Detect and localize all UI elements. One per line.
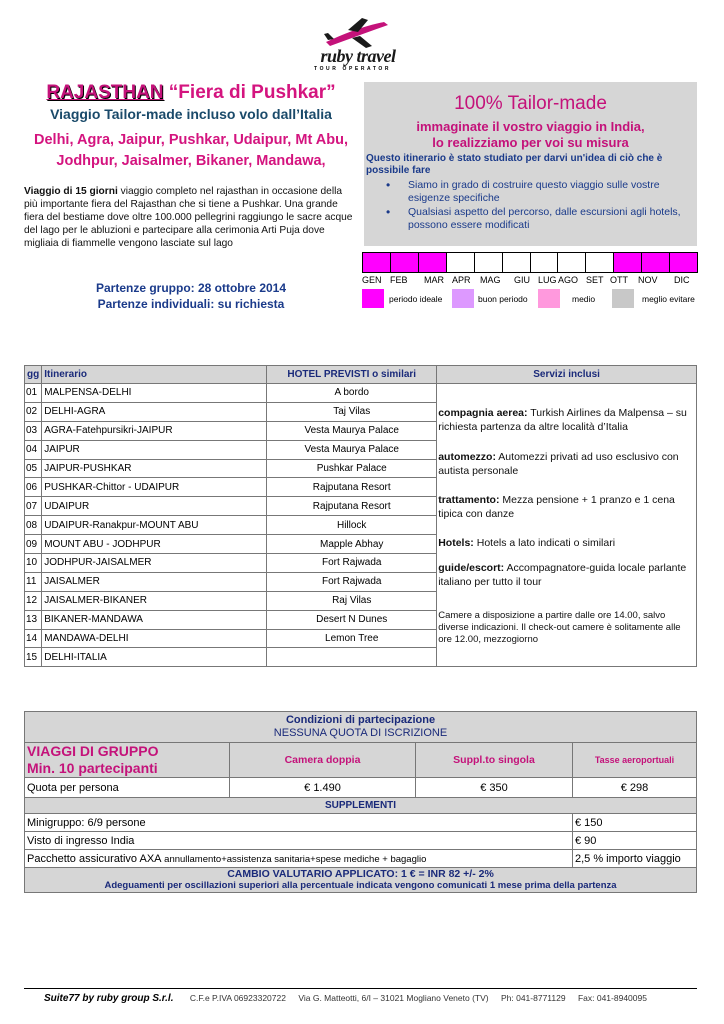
exchange-rate (25, 868, 697, 893)
exchange-rate-note: Adeguamenti per oscillazioni superiori alla percentuale indicata vengono comunicati 1 mese prima della partenza (104, 880, 617, 891)
company-logo (306, 16, 410, 76)
day-number: 12 (25, 591, 42, 610)
calendar-month-label: APR (452, 275, 471, 285)
tailor-made-note: Questo itinerario è stato studiato per darvi un'idea di ciò che è possibile fare (366, 153, 663, 176)
day-number: 07 (25, 497, 42, 516)
calendar-legend (362, 289, 698, 309)
footer-address: Via G. Matteotti, 6/I – 31021 Mogliano Veneto (TV) (298, 993, 489, 1003)
logo-subtitle: TOUR OPERATOR (314, 66, 392, 72)
tailor-made-bullets (386, 179, 689, 232)
tailor-made-subtitle (364, 119, 697, 151)
itinerary-table (24, 365, 697, 667)
day-route: JAIPUR (42, 440, 267, 459)
day-hotel: Lemon Tree (267, 629, 437, 648)
trip-title (24, 82, 358, 104)
day-hotel: Vesta Maurya Palace (267, 440, 437, 459)
col-airport-tax: Tasse aeroportuali (573, 743, 697, 778)
day-hotel: Fort Rajwada (267, 554, 437, 573)
calendar-months (362, 275, 698, 289)
day-number: 10 (25, 554, 42, 573)
supplement-value: € 150 (573, 814, 697, 832)
day-route: JAISALMER-BIKANER (42, 591, 267, 610)
conditions-subtitle: NESSUNA QUOTA DI ISCRIZIONE (273, 727, 448, 739)
day-hotel: Desert N Dunes (267, 610, 437, 629)
calendar-month-label: AGO (558, 275, 579, 285)
day-route: DELHI-ITALIA (42, 648, 267, 667)
airplane-logo-icon (322, 16, 394, 50)
footer-fax: Fax: 041-8940095 (577, 993, 647, 1003)
supplement-label-detail: annullamento+assistenza sanitaria+spese mediche + bagaglio (161, 853, 427, 865)
trip-subtitle: Viaggio Tailor-made incluso volo dall’Italia (50, 106, 332, 122)
calendar-cell-mar (419, 253, 447, 272)
cities-line-1: Delhi, Agra, Jaipur, Pushkar, Udaipur, Mt Abu, (34, 132, 348, 148)
tailor-made-box (364, 82, 697, 246)
legend-label-ideal: periodo ideale (389, 294, 443, 304)
service-vehicle (438, 450, 692, 478)
legend-label-medium: medio (572, 294, 596, 304)
calendar-month-label: MAR (424, 275, 444, 285)
day-route: MANDAWA-DELHI (42, 629, 267, 648)
day-route: AGRA-Fatehpursikri-JAIPUR (42, 421, 267, 440)
calendar-month-label: FEB (390, 275, 408, 285)
header-itinerary: Itinerario (42, 366, 267, 384)
services-cell (437, 384, 697, 667)
service-flight (438, 406, 692, 434)
day-number: 15 (25, 648, 42, 667)
day-hotel: Hillock (267, 516, 437, 535)
day-number: 01 (25, 384, 42, 403)
group-travel-label (25, 743, 230, 778)
group-travel-title: VIAGGI DI GRUPPO (27, 743, 159, 759)
day-number: 13 (25, 610, 42, 629)
day-route: MALPENSA-DELHI (42, 384, 267, 403)
footer-phone: Ph: 041-8771129 (500, 993, 566, 1003)
tailor-made-sub-line-2: lo realizziamo per voi su misura (432, 135, 629, 150)
service-hotels-text: Hotels a lato indicati o similari (473, 537, 616, 549)
quota-single: € 350 (416, 778, 573, 798)
conditions-title: Condizioni di partecipazione (285, 714, 436, 726)
day-hotel: Rajputana Resort (267, 497, 437, 516)
day-number: 05 (25, 459, 42, 478)
supplement-value: 2,5 % importo viaggio (573, 850, 697, 868)
day-route: DELHI-AGRA (42, 402, 267, 421)
calendar-cell-apr (447, 253, 475, 272)
calendar-month-label: GIU (514, 275, 531, 285)
service-hotels (438, 536, 692, 550)
day-number: 04 (25, 440, 42, 459)
day-route: MOUNT ABU - JODHPUR (42, 535, 267, 554)
header-hotel: HOTEL PREVISTI o similari (267, 366, 437, 384)
day-hotel: A bordo (267, 384, 437, 403)
tailor-made-title: 100% Tailor-made (454, 93, 607, 114)
day-hotel: Taj Vilas (267, 402, 437, 421)
legend-swatch-medium (538, 289, 560, 308)
table-row (25, 384, 697, 403)
service-guide-label: guide/escort: (438, 562, 505, 574)
calendar-month-label: NOV (638, 275, 658, 285)
trip-title-event: “Fiera di Pushkar” (163, 82, 336, 103)
calendar-month-label: SET (586, 275, 604, 285)
service-guide-text: Accompagnatore-guida locale parlante italiano per tutto il tour (438, 562, 687, 588)
calendar-cell-nov (642, 253, 670, 272)
service-flight-text: Turkish Airlines da Malpensa – su richiesta partenza da altre località d’Italia (438, 407, 687, 433)
legend-label-good: buon periodo (478, 294, 528, 304)
footer-brand: Suite77 by ruby group S.r.l. (44, 993, 174, 1004)
supplement-value: € 90 (573, 832, 697, 850)
footer-vat: C.F.e P.IVA 06923320722 (189, 993, 286, 1003)
supplement-label-main: Pacchetto assicurativo AXA (27, 852, 162, 865)
supplements-title: SUPPLEMENTI (25, 798, 697, 814)
table-header-row (25, 366, 697, 384)
departure-individual: Partenze individuali: su richiesta (97, 297, 285, 311)
conditions-header (25, 712, 697, 743)
calendar-cell-set (586, 253, 614, 272)
day-hotel: Fort Rajwada (267, 572, 437, 591)
service-guide (438, 561, 692, 589)
day-route: JAISALMER (42, 572, 267, 591)
calendar-cell-dic (670, 253, 697, 272)
quota-tax: € 298 (573, 778, 697, 798)
day-hotel: Pushkar Palace (267, 459, 437, 478)
logo-name: ruby travel (320, 46, 396, 66)
calendar-cell-giu (503, 253, 531, 272)
calendar-cell-ago (558, 253, 586, 272)
day-route: BIKANER-MANDAWA (42, 610, 267, 629)
legend-swatch-ideal (362, 289, 384, 308)
calendar-cell-gen (363, 253, 391, 272)
calendar-month-label: GEN (362, 275, 382, 285)
service-board-label: trattamento: (438, 494, 500, 506)
day-route: PUSHKAR-Chittor - UDAIPUR (42, 478, 267, 497)
calendar-cell-ott (614, 253, 642, 272)
day-hotel (267, 648, 437, 667)
description-bold: Viaggio di 15 giorni (24, 186, 118, 197)
exchange-rate-line: CAMBIO VALUTARIO APPLICATO: 1 € = INR 82 +/- 2% (227, 868, 494, 880)
supplement-label (25, 850, 573, 868)
day-number: 06 (25, 478, 42, 497)
calendar-month-label: MAG (480, 275, 501, 285)
day-hotel: Vesta Maurya Palace (267, 421, 437, 440)
day-number: 03 (25, 421, 42, 440)
service-vehicle-label: automezzo: (438, 451, 496, 463)
day-hotel: Raj Vilas (267, 591, 437, 610)
header-services: Servizi inclusi (437, 366, 697, 384)
service-rooms-note: Camere a disposizione a partire dalle ore 14.00, salvo diverse indicazioni. Il check-out camere è solitamente alle ore 12.00, mezzogiorno (438, 610, 681, 645)
list-item: • Qualsiasi aspetto del percorso, dalle escursioni agli hotels, possono essere modificati (386, 206, 689, 232)
day-hotel: Mapple Abhay (267, 535, 437, 554)
trip-header (24, 82, 358, 122)
conditions-table (24, 711, 697, 893)
day-number: 08 (25, 516, 42, 535)
day-number: 02 (25, 402, 42, 421)
service-vehicle-text: Automezzi privati ad uso esclusivo con autista personale (438, 451, 679, 477)
quota-label: Quota per persona (25, 778, 230, 798)
supplement-label: Minigruppo: 6/9 persone (25, 814, 573, 832)
legend-swatch-good (452, 289, 474, 308)
col-double-room: Camera doppia (230, 743, 416, 778)
service-flight-label: compagnia aerea: (438, 407, 528, 419)
description-text: viaggio completo nel rajasthan in occasione della più importante fiera del Rajasthan che si tiene a Pushkar. Una grande fiera del bestiame dove oltre 100.000 pellegrini raggiungo le sacre acque del lago per le abluzioni e partecipare alla cerimonia Arti Puja dove migliaia di fiammelle vengono lasciate sul lago (24, 186, 353, 249)
season-calendar (362, 252, 698, 309)
departures (24, 280, 358, 312)
calendar-cell-mag (475, 253, 503, 272)
service-hotels-label: Hotels: (438, 537, 474, 549)
trip-title-region: RAJASTHAN (46, 82, 164, 103)
footer (44, 993, 704, 1004)
day-number: 14 (25, 629, 42, 648)
tailor-made-sub-line-1: immaginate il vostro viaggio in India, (416, 119, 645, 134)
day-route: JODHPUR-JAISALMER (42, 554, 267, 573)
header-gg: gg (25, 366, 42, 384)
day-route: UDAIPUR (42, 497, 267, 516)
day-hotel: Rajputana Resort (267, 478, 437, 497)
calendar-cells (362, 252, 698, 273)
day-route: JAIPUR-PUSHKAR (42, 459, 267, 478)
legend-swatch-avoid (612, 289, 634, 308)
footer-divider (24, 988, 697, 989)
supplement-label: Visto di ingresso India (25, 832, 573, 850)
service-board (438, 493, 692, 521)
day-route: UDAIPUR-Ranakpur-MOUNT ABU (42, 516, 267, 535)
calendar-cell-feb (391, 253, 419, 272)
cities-line-2: Jodhpur, Jaisalmer, Bikaner, Mandawa, (56, 153, 326, 169)
group-travel-min: Min. 10 partecipanti (27, 760, 158, 776)
list-item: • Siamo in grado di costruire questo viaggio sulle vostre esigenze specifiche (386, 179, 689, 205)
day-number: 11 (25, 572, 42, 591)
calendar-cell-lug (531, 253, 559, 272)
service-board-text: Mezza pensione + 1 pranzo e 1 cena tipica con danze (438, 494, 675, 520)
day-number: 09 (25, 535, 42, 554)
legend-label-avoid: meglio evitare (642, 294, 695, 304)
trip-description (24, 185, 358, 250)
col-single-supplement: Suppl.to singola (416, 743, 573, 778)
calendar-month-label: OTT (610, 275, 628, 285)
cities-list (24, 130, 358, 172)
calendar-month-label: DIC (674, 275, 690, 285)
calendar-month-label: LUG (538, 275, 557, 285)
departure-group: Partenze gruppo: 28 ottobre 2014 (95, 281, 287, 295)
quota-double: € 1.490 (230, 778, 416, 798)
